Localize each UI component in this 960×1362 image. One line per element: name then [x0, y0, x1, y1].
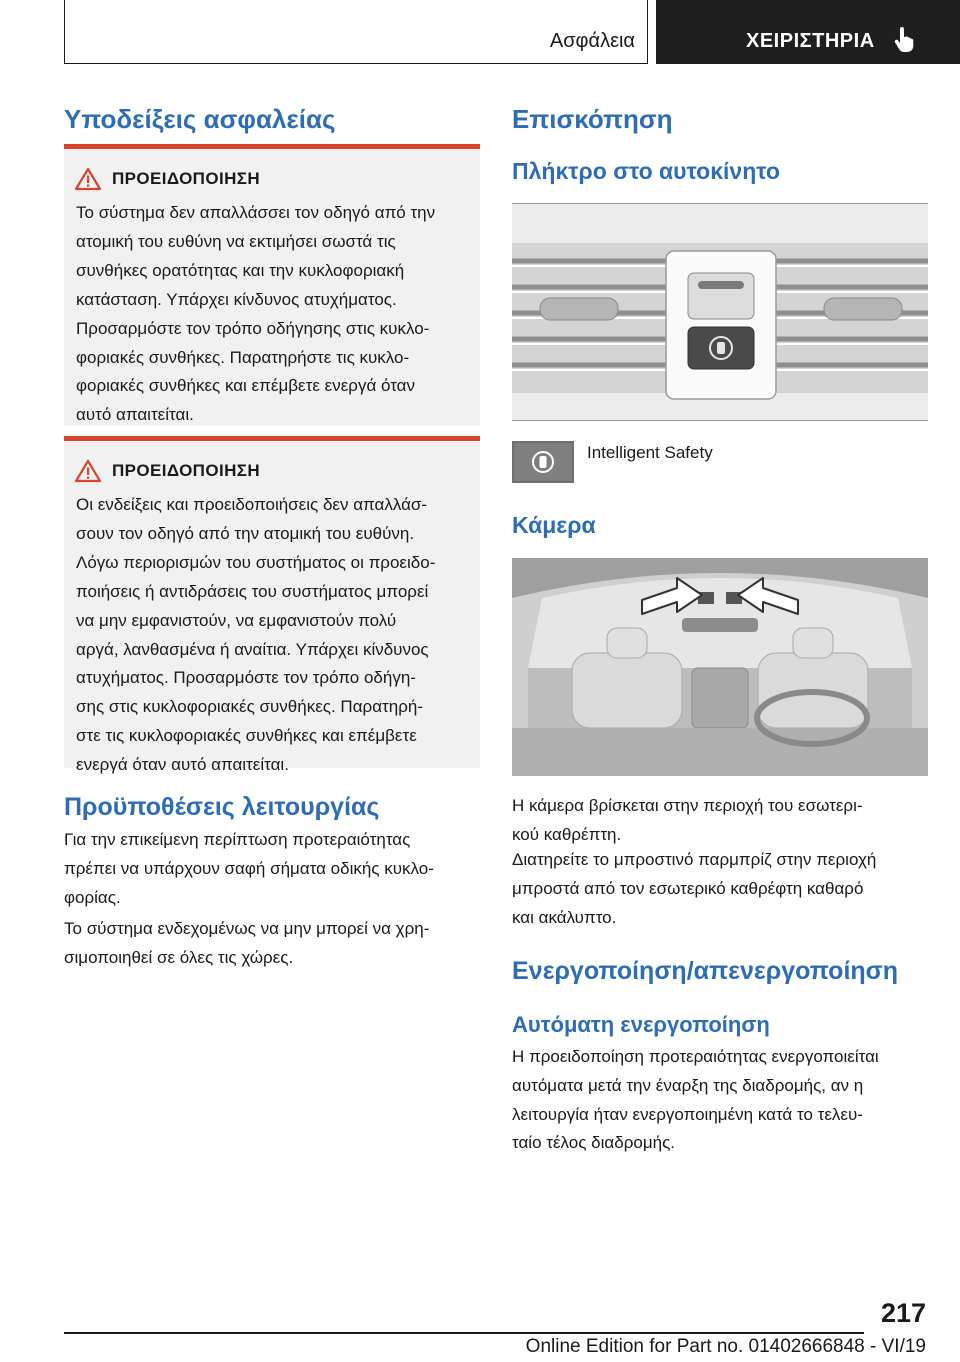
button-caption: Intelligent Safety [587, 443, 713, 462]
text-line: Οι ενδείξεις και προειδοποιήσεις δεν απαλλάσ- [76, 495, 428, 514]
car-interior-illustration [512, 558, 928, 776]
text-line: και ακάλυπτο. [512, 907, 617, 927]
warning-box-1 [64, 144, 480, 426]
text-line: ταίο τέλος διαδρομής. [512, 1133, 675, 1153]
text-line: φορίας. [64, 887, 121, 907]
dashboard-button-image [512, 203, 928, 421]
warning-text [76, 199, 478, 430]
text-line: κατάσταση. Υπάρχει κίνδυνος ατυχήματος. [76, 289, 397, 309]
warning-text [76, 491, 478, 780]
automatic-activation-paragraph [512, 1043, 928, 1158]
text-line: συνθήκες ορατότητας και την κυκλοφοριακή [76, 260, 405, 280]
text-line: πρέπει να υπάρχουν σαφή σήματα οδικής κυκλο- [64, 858, 434, 878]
activation-heading: Ενεργοποίηση/απενεργοποίηση [512, 957, 899, 985]
text-line: μπροστά από τον εσωτερικό καθρέφτη καθαρό [512, 878, 864, 898]
text-line: αργά, λανθασμένα ή αναίτια. Υπάρχει κίνδυνος [76, 639, 429, 659]
text-line: κού καθρέπτη. [512, 824, 622, 844]
text-line: λειτουργία ήταν ενεργοποιημένη κατά το τελευ- [512, 1104, 863, 1124]
text-line: Το σύστημα δεν απαλλάσσει τον οδηγό από την [76, 203, 436, 222]
page-number: 217 [880, 1298, 926, 1328]
warning-triangle-icon [74, 167, 102, 191]
text-line: ατυχήματος. Προσαρμόστε τον τρόπο οδήγη- [76, 668, 416, 688]
edition-note: Online Edition for Part no. 01402666848 - VI/19 [525, 1336, 926, 1357]
text-line: Η προειδοποίηση προτεραιότητας ενεργοποιείται [512, 1047, 879, 1066]
requirements-heading: Προϋποθέσεις λειτουργίας [64, 793, 380, 821]
text-line: αυτόματα μετά την έναρξη της διαδρομής, αν η [512, 1075, 864, 1095]
overview-heading: Επισκόπηση [512, 104, 673, 134]
text-line: αυτό απαιτείται. [76, 405, 194, 425]
text-line: να μην εμφανιστούν, να εμφανιστούν πολύ [76, 610, 397, 630]
warning-box-2 [64, 436, 480, 775]
camera-paragraph-2 [512, 846, 928, 932]
text-line: στε τις κυκλοφοριακές συνθήκες και επέμβετε [76, 726, 417, 746]
hand-pointer-icon [889, 26, 917, 54]
text-line: σης στις κυκλοφοριακές συνθήκες. Παρατηρή- [76, 697, 423, 717]
text-line: ατομική του ευθύνη να εκτιμήσει σωστά τις [76, 231, 396, 251]
text-line: σουν τον οδηγό από την ατομική του ευθύνη. [76, 523, 415, 543]
text-line: Λόγω περιορισμών του συστήματος οι προειδο- [76, 552, 436, 572]
text-line: σιμοποιηθεί σε όλες τις χώρες. [64, 947, 294, 967]
text-line: Προσαρμόστε τον τρόπο οδήγησης στις κυκλο- [76, 318, 430, 338]
footer-divider [64, 1332, 864, 1334]
camera-location-image [512, 558, 928, 776]
text-line: Διατηρείτε το μπροστινό παρμπρίζ στην περιοχή [512, 850, 877, 869]
text-line: φοριακές συνθήκες. Παρατηρήστε τις κυκλο- [76, 347, 410, 367]
manual-tab[interactable] [656, 0, 960, 64]
warning-title: ΠΡΟΕΙΔΟΠΟΙΗΣΗ [112, 169, 261, 188]
warning-triangle-icon [74, 459, 102, 483]
section-name: Ασφάλεια [549, 30, 635, 52]
text-line: ποιήσεις ή αντιδράσεις του συστήματος μπορεί [76, 581, 429, 601]
text-line: Το σύστημα ενδεχομένως να μην μπορεί να χρη- [64, 919, 430, 938]
camera-heading: Κάμερα [512, 512, 596, 538]
air-vent-illustration [512, 203, 928, 421]
text-line: Η κάμερα βρίσκεται στην περιοχή του εσωτερι- [512, 796, 863, 815]
text-line: φοριακές συνθήκες και επέμβετε ενεργά όταν [76, 376, 416, 396]
warning-title: ΠΡΟΕΙΔΟΠΟΙΗΣΗ [112, 461, 261, 480]
manual-label: ΧΕΙΡΙΣΤΗΡΙΑ [746, 30, 875, 52]
button-in-vehicle-heading: Πλήκτρο στο αυτοκίνητο [512, 158, 780, 184]
automatic-activation-heading: Αυτόματη ενεργοποίηση [512, 1012, 770, 1037]
requirements-paragraph-1 [64, 826, 480, 912]
text-line: ενεργά όταν αυτό απαιτείται. [76, 755, 289, 775]
text-line: Για την επικείμενη περίπτωση προτεραιότητας [64, 830, 411, 849]
header-frame [64, 0, 648, 64]
camera-paragraph-1 [512, 792, 928, 850]
requirements-paragraph-2 [64, 915, 480, 973]
intelligent-safety-button-icon [512, 441, 574, 483]
safety-notes-heading: Υποδείξεις ασφαλείας [64, 104, 336, 134]
